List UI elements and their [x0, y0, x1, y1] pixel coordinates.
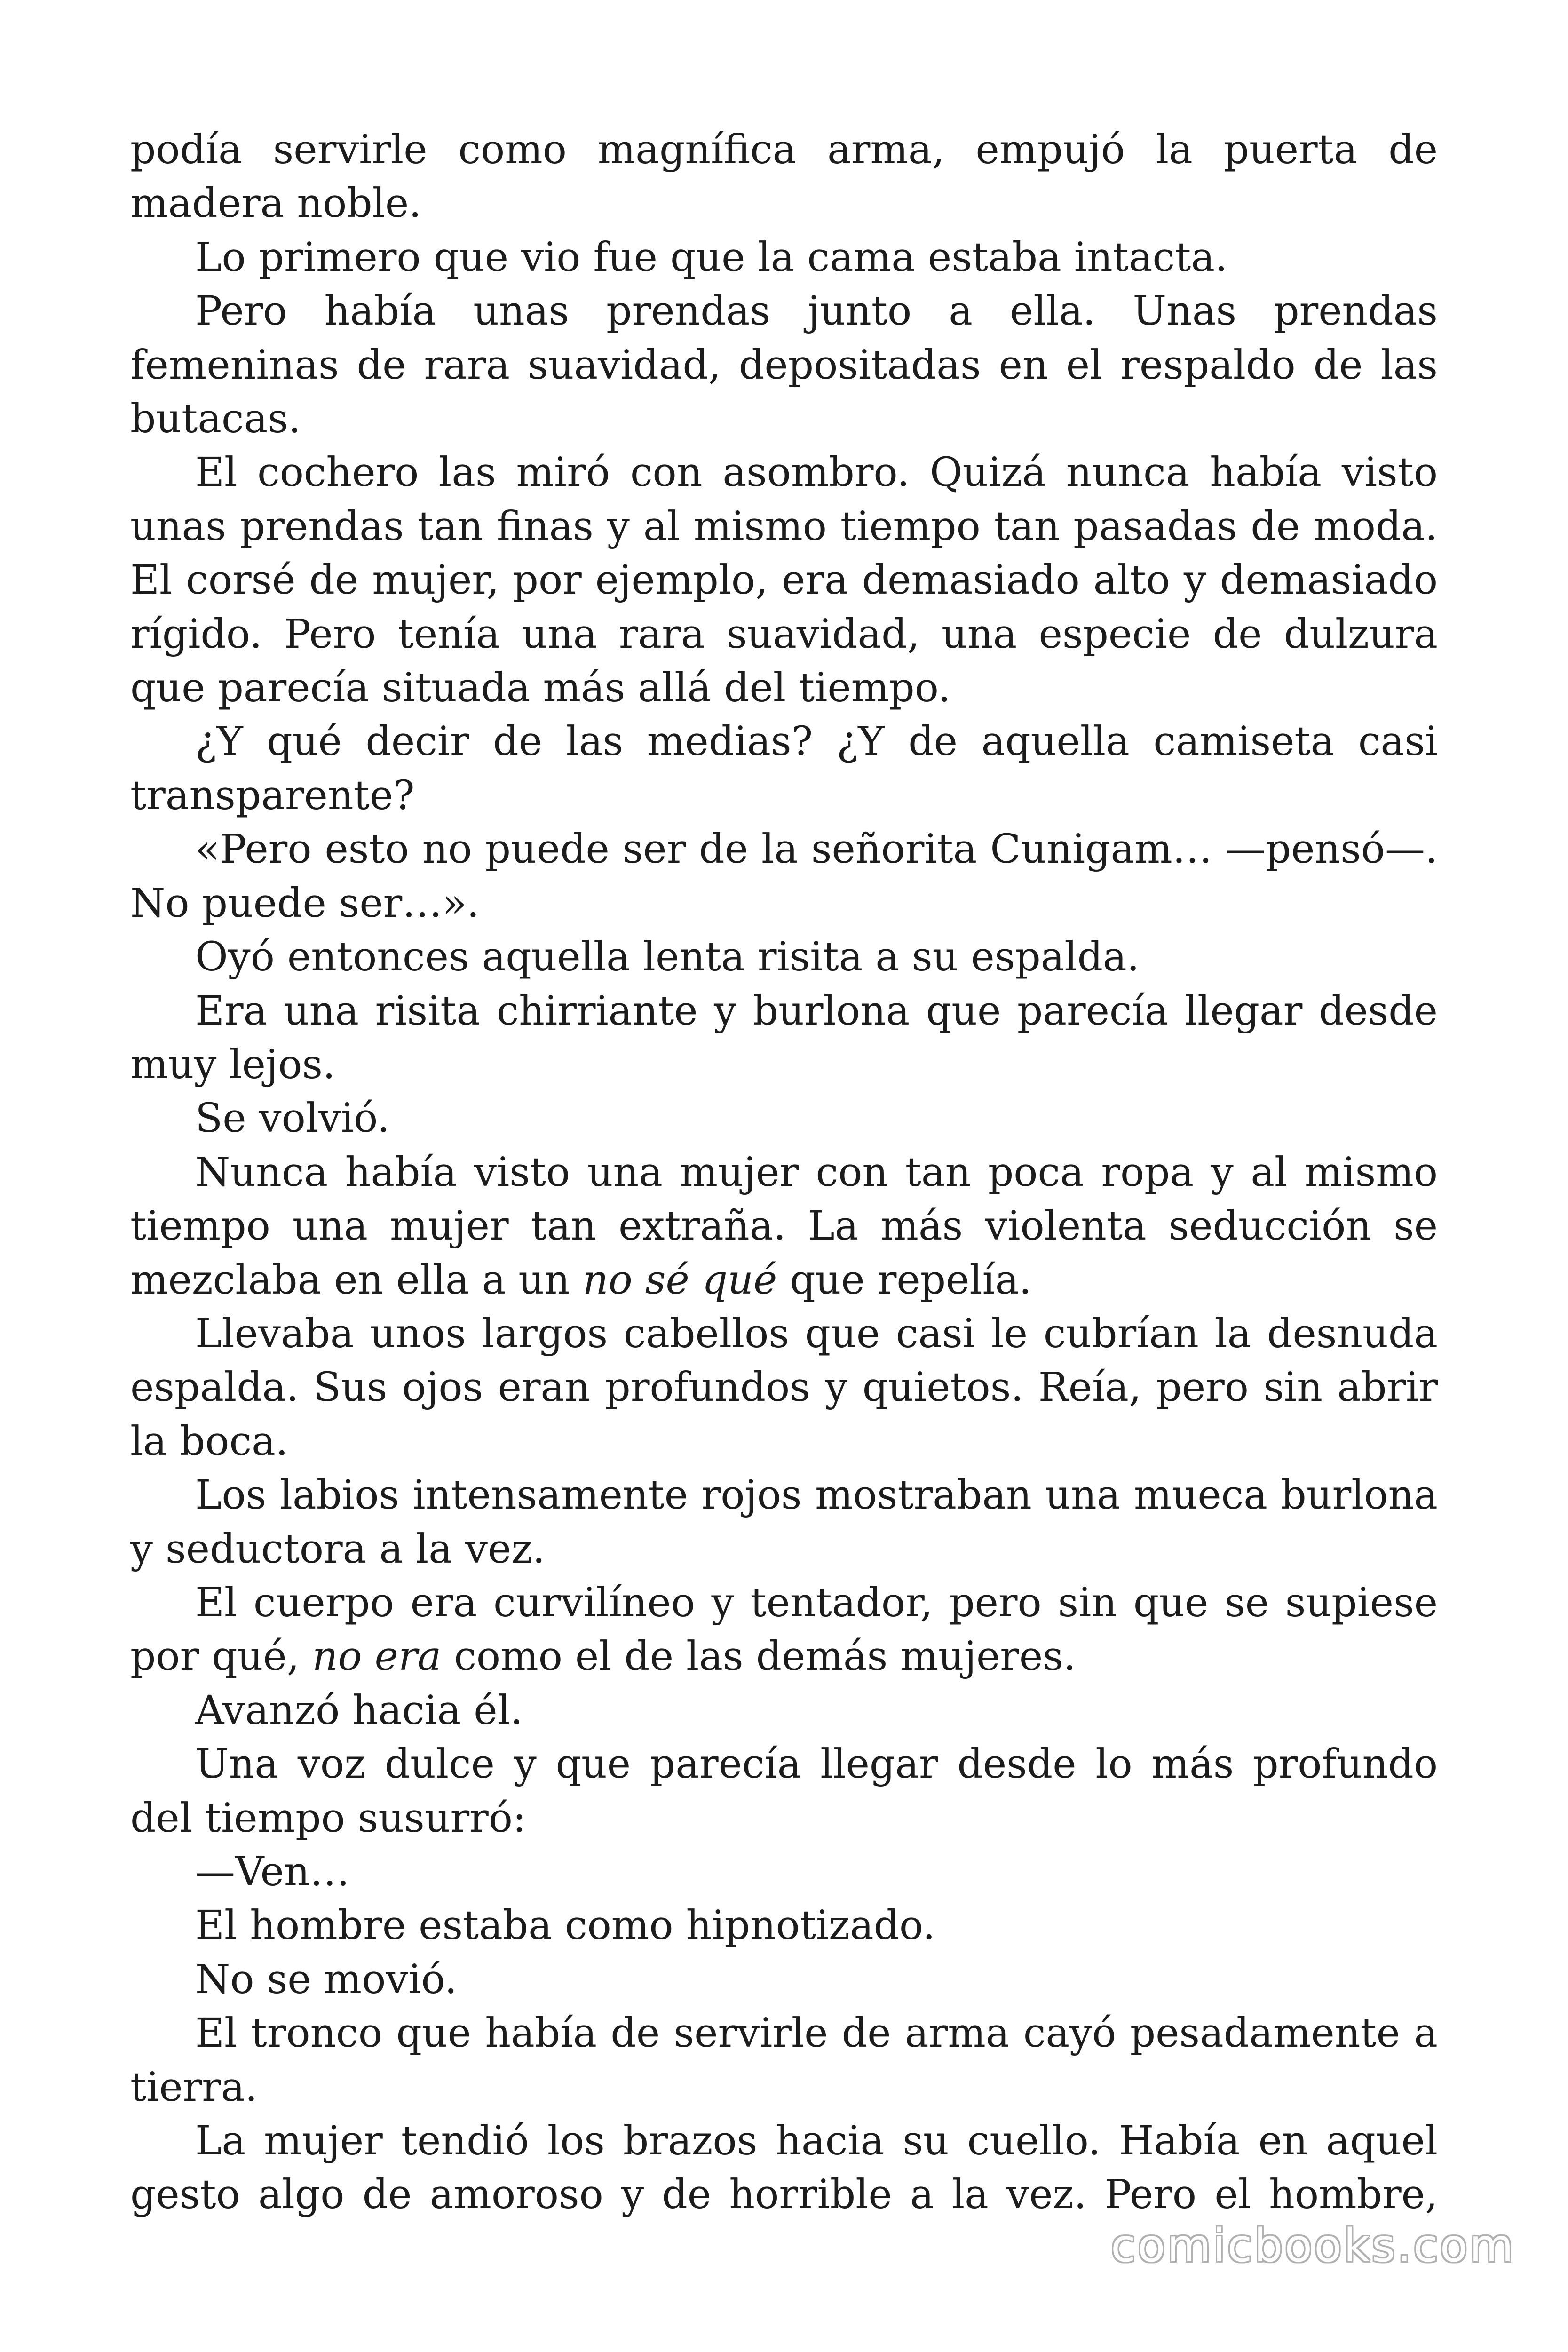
paragraph: Llevaba unos largos cabellos que casi le cubrían la desnuda espalda. Sus ojos eran profundos y quietos. Reía, pero sin abrir la boca. [130, 1310, 1438, 1465]
paragraph: podía servirle como magnífica arma, empujó la puerta de madera noble. [130, 127, 1438, 227]
paragraph-text: Nunca había visto una mujer con tan poca ropa y al mismo tiempo una mujer tan extraña. La más violenta seducción se mezclaba en ella a un [130, 1149, 1438, 1303]
paragraph: Era una risita chirriante y burlona que parecía llegar desde muy lejos. [130, 987, 1438, 1088]
paragraph: Oyó entonces aquella lenta risita a su espalda. [195, 934, 1140, 981]
paragraph: La mujer tendió los brazos hacia su cuello. Había en aquel gesto algo de amoroso y de horrible a la vez. Pero el hombre, [130, 2118, 1438, 2218]
paragraph: El tronco que había de servirle de arma cayó pesadamente a tierra. [130, 2010, 1438, 2111]
paragraph: Pero había unas prendas junto a ella. Unas prendas femeninas de rara suavidad, depositadas en el respaldo de las butacas. [130, 288, 1438, 443]
watermark: comicbooks.com [1110, 2219, 1515, 2272]
italic-phrase: no era [312, 1633, 442, 1680]
paragraph: ¿Y qué decir de las medias? ¿Y de aquella camiseta casi transparente? [130, 718, 1438, 819]
paragraph: Lo primero que vio fue que la cama estaba intacta. [195, 234, 1228, 281]
paragraph: Avanzó hacia él. [195, 1687, 523, 1734]
italic-phrase: no sé qué [582, 1256, 777, 1303]
paragraph: El hombre estaba como hipnotizado. [195, 1902, 935, 1949]
paragraph [130, 1146, 1438, 1307]
paragraph-text: El cuerpo era curvilíneo y tentador, pero sin que se supiese por qué, [130, 1579, 1438, 1680]
paragraph: —Ven… [195, 1849, 350, 1895]
paragraph: No se movió. [195, 1956, 458, 2003]
paragraph: El cochero las miró con asombro. Quizá nunca había visto unas prendas tan finas y al mismo tiempo tan pasadas de moda. El corsé de mujer, por ejemplo, era demasiado alto y demasiado rígido. Pero tenía una rara suavidad, una especie de dulzura que parecía situada más allá del tiempo. [130, 449, 1438, 712]
paragraph-text: que repelía. [777, 1256, 1032, 1303]
paragraph: «Pero esto no puede ser de la señorita Cunigam… —pensó—. No puede ser…». [130, 826, 1438, 927]
paragraph: Se volvió. [195, 1095, 390, 1142]
paragraph [130, 1576, 1438, 1684]
paragraph: Los labios intensamente rojos mostraban una mueca burlona y seductora a la vez. [130, 1472, 1438, 1573]
paragraph-text: como el de las demás mujeres. [441, 1633, 1076, 1680]
paragraph: Una voz dulce y que parecía llegar desde lo más profundo del tiempo susurró: [130, 1741, 1438, 1842]
book-page-text [130, 123, 1438, 2222]
